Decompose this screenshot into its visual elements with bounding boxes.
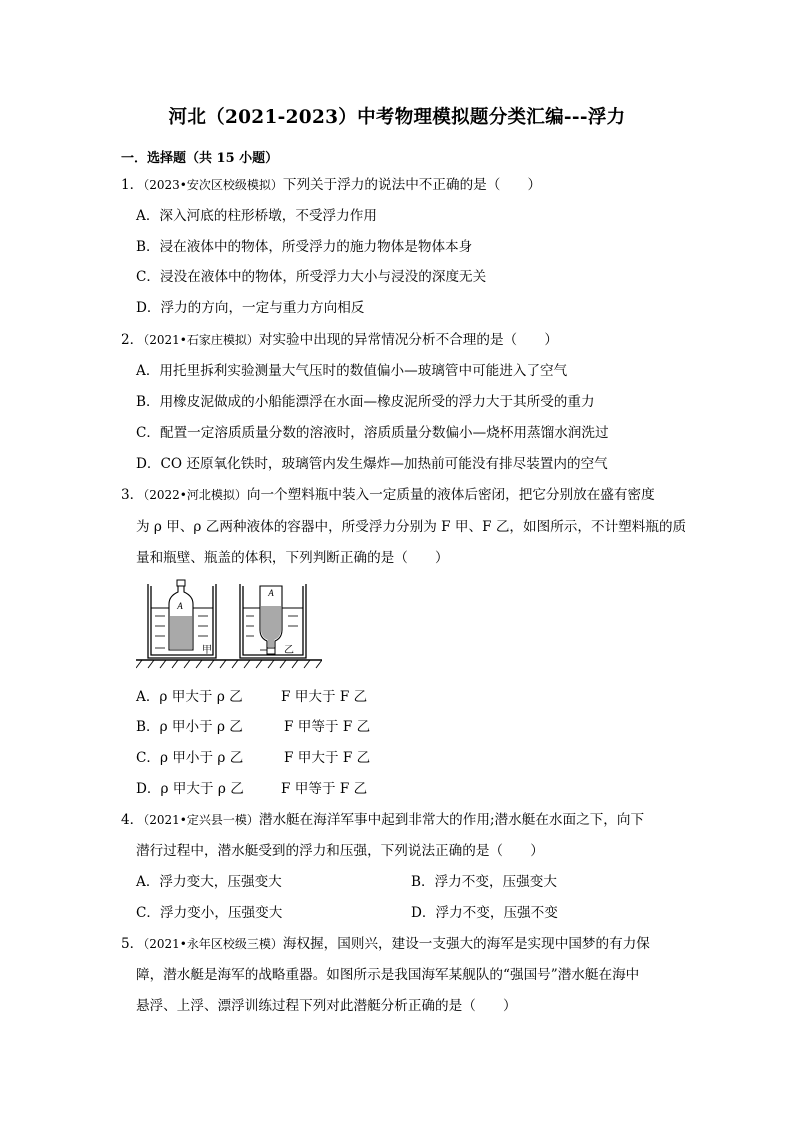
question-stem-line: 为 ρ 甲、ρ 乙两种液体的容器中，所受浮力分别为 F 甲、F 乙，如图所示，不计塑料瓶的质 — [136, 519, 687, 535]
question-number: 1． — [121, 177, 144, 193]
question-1 — [121, 176, 541, 194]
question-3 — [121, 486, 655, 504]
section-heading: 一．选择题（共 15 小题） — [121, 151, 279, 166]
question-stem: 下列关于浮力的说法中不正确的是（ ） — [282, 177, 542, 193]
question-stem-line: 潜行过程中，潜水艇受到的浮力和压强，下列说法正确的是（ ） — [136, 843, 544, 859]
question-stem-line: 量和瓶壁、瓶盖的体积，下列判断正确的是（ ） — [136, 550, 449, 566]
question-number: 5． — [121, 936, 144, 952]
bottle-label: A — [268, 588, 274, 598]
bottle-upright — [169, 580, 193, 650]
question-4 — [121, 811, 644, 829]
option-d: D．CO 还原氧化铁时，玻璃管内发生爆炸—加热前可能没有排尽装置内的空气 — [136, 456, 608, 472]
question-stem: 对实验中出现的异常情况分析不合理的是（ ） — [258, 332, 558, 348]
question-source: （2023•安次区校级模拟） — [143, 178, 283, 192]
question-number: 3． — [121, 487, 144, 503]
option-d: D．浮力的方向，一定与重力方向相反 — [136, 300, 365, 316]
option-c: C．浸没在液体中的物体，所受浮力大小与浸没的深度无关 — [136, 269, 487, 285]
question-source: （2021•石家庄模拟） — [143, 333, 259, 347]
question-stem-line: 障，潜水艇是海军的战略重器。如图所示是我国海军某舰队的“强国号”潜水艇在海中 — [136, 967, 640, 983]
question-stem: 向一个塑料瓶中装入一定质量的液体后密闭，把它分别放在盛有密度 — [246, 487, 655, 503]
option-a: A．深入河底的柱形桥墩，不受浮力作用 — [136, 208, 377, 224]
question-5 — [121, 935, 650, 953]
question-source: （2021•永年区校级三模） — [143, 937, 283, 951]
option-b: B．ρ 甲小于 ρ 乙 F 甲等于 F 乙 — [136, 719, 371, 735]
option-d: D．ρ 甲大于 ρ 乙 F 甲等于 F 乙 — [136, 781, 368, 797]
option-d: D．浮力不变，压强不变 — [411, 905, 558, 921]
option-a: A．用托里拆利实验测量大气压时的数值偏小—玻璃管中可能进入了空气 — [136, 363, 568, 379]
question-2 — [121, 331, 558, 349]
page-title: 河北（2021-2023）中考物理模拟题分类汇编---浮力 — [168, 107, 626, 128]
question-source: （2021•定兴县一模） — [143, 813, 259, 827]
question-stem-line: 悬浮、上浮、漂浮训练过程下列对此潜艇分析正确的是（ ） — [136, 998, 517, 1014]
option-b: B．用橡皮泥做成的小船能漂浮在水面—橡皮泥所受的浮力大于其所受的重力 — [136, 394, 595, 410]
liquid-label-left: 甲 — [202, 645, 212, 656]
option-c: C．ρ 甲小于 ρ 乙 F 甲大于 F 乙 — [136, 750, 371, 766]
question-number: 4． — [121, 812, 144, 828]
question-stem: 潜水艇在海洋军事中起到非常大的作用;潜水艇在水面之下，向下 — [258, 812, 645, 828]
option-b: B．浮力不变，压强变大 — [411, 874, 557, 890]
option-a: A．ρ 甲大于 ρ 乙 F 甲大于 F 乙 — [136, 689, 368, 705]
floating-bottle-figure — [136, 578, 322, 670]
option-a: A．浮力变大，压强变大 — [136, 874, 282, 890]
option-c: C．配置一定溶质质量分数的溶液时，溶质质量分数偏小—烧杯用蒸馏水润洗过 — [136, 425, 609, 441]
bottle-inverted — [260, 586, 282, 654]
bottle-label: A — [177, 601, 183, 611]
option-c: C．浮力变小，压强变大 — [136, 905, 283, 921]
option-b: B．浸在液体中的物体，所受浮力的施力物体是物体本身 — [136, 239, 473, 255]
liquid-label-right: 乙 — [284, 645, 294, 656]
ground-hatching — [136, 660, 322, 668]
question-number: 2． — [121, 332, 144, 348]
question-source: （2022•河北模拟） — [143, 488, 247, 502]
question-stem: 海权握，国则兴，建设一支强大的海军是实现中国梦的有力保 — [282, 936, 650, 952]
